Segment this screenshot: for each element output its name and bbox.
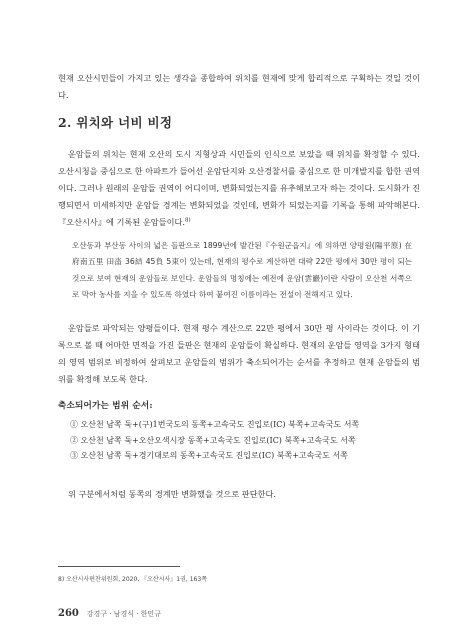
section-heading: 2. 위치와 너비 비정 — [58, 115, 173, 130]
closing-paragraph: 위 구분에서처럼 동쪽의 경계만 변화했을 것으로 판단한다. — [68, 489, 277, 499]
range-list — [58, 399, 420, 464]
list-item: ② 오산천 남쪽 둑+오산오색시장 동쪽+고속국도 진입로(IC) 북쪽+고속국도 서쪽 — [70, 435, 356, 445]
page-footer — [58, 608, 161, 619]
list-title: 축소되어가는 범위 순서: — [58, 401, 153, 411]
list-item: ③ 오산천 남쪽 둑+경기대로의 동쪽+고속국도 진입로(IC) 북쪽+고속국도 서쪽 — [70, 451, 348, 460]
footnote-divider — [58, 566, 180, 567]
page-number: 260 — [58, 608, 79, 619]
body-paragraph-1-text: 운암들의 위치는 현재 오산의 도시 지형상과 시민들의 인식으로 보았을 때 위치를 확정할 수 있다. 오산시청을 중심으로 한 아파트가 들어선 운암단지와 오산경찰서를 중심으로 한 미개발지를 합한 권역이다. 그러나 원래의 운암들 권역이 어디이며, 변화되었는지를 유추해보고자 하는 것이다. 도시화가 진행되면서 미세하지만 운암들 경계는 변화되었을 것인데, 변화가 되었는지를 기록을 통해 파악해본다. 『오산시사』에 기록된 운암들이다. — [58, 149, 420, 227]
body-paragraph-2: 운암들로 파악되는 양평들이다. 현재 평수 계산으로 22만 평에서 30만 평 사이라는 것이다. 이 기록으로 볼 때 어마한 면적을 가진 들판은 현재의 운암들이 확실하다. 현재의 운암들 영역을 3가지 형태의 영역 범위로 비정하여 살펴보고 운암들의 범위가 축소되어가는 순서를 추정하고 현재 운암들의 범위를 확정해 보도록 한다. — [58, 323, 420, 384]
body-paragraph-1 — [58, 146, 420, 231]
author-names: 강경구 · 남경식 · 한민규 — [86, 610, 161, 618]
intro-paragraph: 현재 오산시민들이 가지고 있는 생각을 종합하여 위치를 현재에 맞게 합리적으로 구획하는 것일 것이다. — [58, 73, 420, 100]
block-quote: 오산동과 부산동 사이의 넓은 들판으로 1899년에 발간된『수원군읍지』에 의하면 양평원(陽平原) 在府南五里 田畓 36結 45負 5束이 있는데, 현재의 평수로 계산하면 대략 22만 평에서 30만 평이 되는 것으로 보여 현재의 운암들로 보인다. 운암들의 명칭에는 예전에 운암(雲巖)이란 사람이 오산천 서쪽으로 막아 농사를 지을 수 있도록 하였다 하여 붙여진 이름이라는 전설이 전해지고 있다. — [72, 241, 412, 299]
list-item: ① 오산천 남쪽 둑+(구)1번국도의 동쪽+고속국도 진입로(IC) 북쪽+고속국도 서쪽 — [70, 420, 360, 429]
footnote: 8) 오산시사편찬위원회, 2020, 『오산시사』1권, 163쪽 — [58, 576, 207, 583]
footnote-ref[interactable]: 8) — [185, 217, 191, 224]
